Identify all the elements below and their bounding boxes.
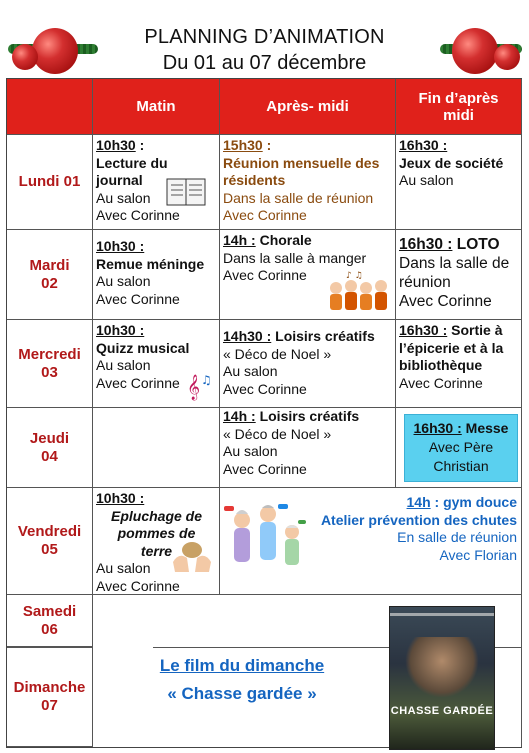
lundi-apres-midi-cell: 15h30 : Réunion mensuelle des résidents Dans la salle de réunion Avec Corinne xyxy=(220,135,396,230)
day-label-mardi: Mardi 02 xyxy=(7,230,93,320)
column-header-apres-midi: Après- midi xyxy=(220,79,396,135)
jeudi-fin-apres-midi-cell xyxy=(396,408,522,488)
day-label-mercredi: Mercredi 03 xyxy=(7,320,93,408)
newspaper-icon xyxy=(165,175,209,209)
vendredi-apres-midi-cell: 14h : gym douce Atelier prévention des chutes En salle de réunion Avec Florian xyxy=(220,488,522,595)
day-label-dimanche: Dimanche 07 xyxy=(7,647,93,747)
mardi-apres-midi-cell: 14h : Chorale Dans la salle à manger Avec Corinne ♪ ♫ xyxy=(220,230,396,320)
mardi-fin-apres-midi-cell: 16h30 : LOTO Dans la salle de réunion Avec Corinne xyxy=(396,230,522,320)
day-label-lundi: Lundi 01 xyxy=(7,135,93,230)
jeudi-apres-midi-cell: 14h : Loisirs créatifs « Déco de Noel » Au salon Avec Corinne xyxy=(220,408,396,488)
day-label-jeudi: Jeudi 04 xyxy=(7,408,93,488)
film-poster-image xyxy=(389,606,495,750)
svg-text:♫: ♫ xyxy=(201,373,212,387)
lundi-fin-apres-midi-cell: 16h30 : Jeux de société Au salon xyxy=(396,135,522,230)
svg-text:♪ ♫: ♪ ♫ xyxy=(346,271,363,281)
music-notes-icon xyxy=(185,370,215,402)
film-name: « Chasse gardée » xyxy=(167,684,317,703)
page-header xyxy=(0,0,529,78)
day-label-samedi: Samedi 06 xyxy=(7,595,93,647)
mercredi-fin-apres-midi-cell: 16h30 : Sortie à l’épicerie et à la bibliothèque Avec Corinne xyxy=(396,320,522,408)
column-header-matin: Matin xyxy=(93,79,220,135)
page-title: PLANNING D’ANIMATION xyxy=(144,26,385,48)
seniors-exercising-icon xyxy=(222,498,308,584)
column-header-fin-apres-midi: Fin d’après midi xyxy=(396,79,522,135)
messe-highlight-box: 16h30 : Messe Avec Père Christian xyxy=(404,414,518,482)
jeudi-matin-cell xyxy=(93,408,220,488)
vendredi-matin-cell: 10h30 : Epluchage de pommes de terre Au salon Avec Corinne xyxy=(93,488,220,595)
poster-title: CHASSE GARDÉE xyxy=(390,705,494,717)
choir-singers-icon xyxy=(324,270,390,314)
lundi-matin-cell: 10h30 : Lecture du journal Au salon Avec Corinne xyxy=(93,135,220,230)
potato-peeling-hands-icon xyxy=(169,532,215,574)
mercredi-matin-cell: 10h30 : Quizz musical Au salon Avec Corinne 𝄞 ♫ xyxy=(93,320,220,408)
day-label-vendredi: Vendredi 05 xyxy=(7,488,93,595)
page-subtitle: Du 01 au 07 décembre xyxy=(162,52,367,74)
mercredi-apres-midi-cell: 14h30 : Loisirs créatifs « Déco de Noel » Au salon Avec Corinne xyxy=(220,320,396,408)
svg-text:𝄞: 𝄞 xyxy=(187,375,201,400)
mardi-matin-cell: 10h30 : Remue méninge Au salon Avec Corinne xyxy=(93,230,220,320)
header-corner xyxy=(7,79,93,135)
film-title-line: Le film du dimanche xyxy=(159,656,325,675)
